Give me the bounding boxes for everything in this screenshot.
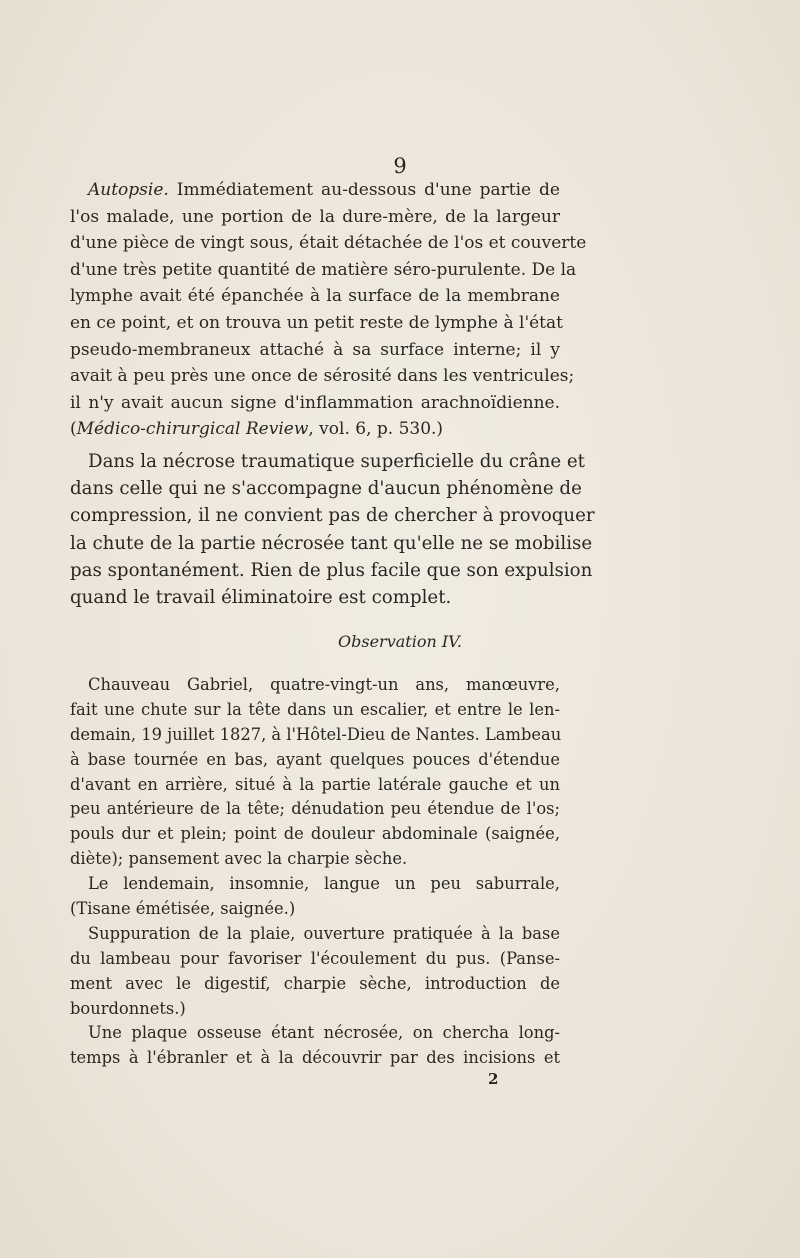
text-line: (Tisane émétisée, saignée.): [70, 899, 296, 919]
text-line: Suppuration de la plaie, ouverture pratiquée à la base: [88, 923, 560, 943]
text-line: du lambeau pour favoriser l'écoulement du pus. (Panse-: [70, 948, 560, 968]
text-line: en ce point, et on trouva un petit reste de lymphe à l'état: [70, 312, 563, 333]
text-line: avait à peu près une once de sérosité dans les ventricules;: [70, 366, 575, 387]
text-line: la chute de la partie nécrosée tant qu'elle ne se mobilise: [70, 532, 593, 554]
review-title: Médico-chirurgical Review: [76, 419, 309, 440]
paragraph-observation: [70, 673, 560, 1071]
text-line: pseudo-membraneux attaché à sa surface interne; il y: [70, 339, 560, 360]
text-line: lymphe avait été épanchée à la surface de la membrane: [70, 286, 560, 307]
text-line: quand le travail éliminatoire est complet.: [70, 586, 452, 608]
text-line: fait une chute sur la tête dans un escalier, et entre le len-: [70, 699, 560, 719]
text-line: Dans la nécrose traumatique superficielle du crâne et: [88, 451, 585, 472]
text-line: temps à l'ébranler et à la découvrir par des incisions et: [70, 1048, 560, 1068]
text-line: (Médico-chirurgical Review, vol. 6, p. 530.): [70, 419, 444, 440]
paragraph-autopsie: [70, 177, 587, 443]
text-line: Le lendemain, insomnie, langue un peu saburrale,: [88, 874, 560, 894]
text-line: demain, 19 juillet 1827, à l'Hôtel-Dieu de Nantes. Lambeau: [70, 724, 562, 744]
text-line: Une plaque osseuse étant nécrosée, on chercha long-: [88, 1023, 560, 1043]
paragraph-necrose: [70, 448, 595, 611]
autopsie-label: Autopsie.: [88, 180, 169, 200]
text-line: pouls dur et plein; point de douleur abdominale (saignée,: [70, 824, 560, 844]
text-line: Autopsie. Immédiatement au-dessous d'une partie de: [88, 180, 560, 200]
signature-mark: 2: [488, 1070, 499, 1088]
text-line: d'une très petite quantité de matière séro-purulente. De la: [70, 259, 577, 280]
text-line: il n'y avait aucun signe d'inflammation arachnoïdienne.: [70, 392, 560, 413]
text-line: dans celle qui ne s'accompagne d'aucun phénomène de: [70, 478, 582, 500]
text-line: diète); pansement avec la charpie sèche.: [70, 849, 408, 869]
text-line: l'os malade, une portion de la dure-mère, de la largeur: [70, 206, 560, 227]
text-line: Chauveau Gabriel, quatre-vingt-un ans, manœuvre,: [88, 675, 560, 694]
text-line: à base tournée en bas, ayant quelques pouces d'étendue: [70, 749, 560, 769]
page-number: 9: [393, 154, 407, 178]
text-line: bourdonnets.): [70, 998, 186, 1018]
text-line: d'une pièce de vingt sous, était détachée de l'os et couverte: [70, 233, 587, 254]
section-heading: Observation IV.: [338, 632, 462, 651]
text-line: compression, il ne convient pas de chercher à provoquer: [70, 505, 595, 527]
text-line: peu antérieure de la tête; dénudation peu étendue de l'os;: [70, 799, 560, 819]
text-line: d'avant en arrière, situé à la partie latérale gauche et un: [70, 774, 560, 794]
text-line: pas spontanément. Rien de plus facile que son expulsion: [70, 559, 593, 581]
text-line: ment avec le digestif, charpie sèche, introduction de: [70, 973, 560, 993]
